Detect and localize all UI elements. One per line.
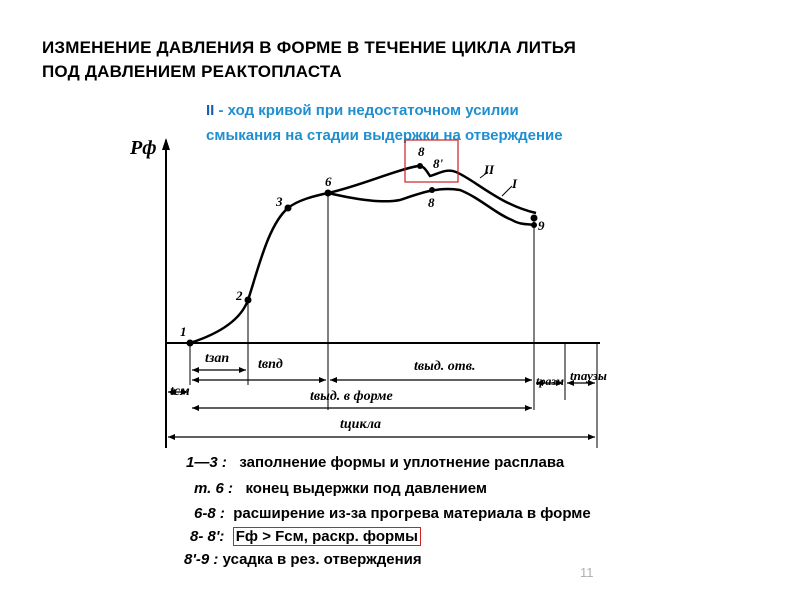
note-line-2: смыкания на стадии выдержки на отверждение [206, 127, 563, 144]
point-2 [245, 297, 252, 304]
legend-item [194, 505, 591, 522]
legend-text: заполнение формы и уплотнение расплава [239, 454, 565, 471]
reference-lines [190, 190, 597, 448]
label-point-8-prime: 8' [433, 156, 444, 171]
interval-labels [170, 351, 607, 432]
y-axis-arrow [162, 138, 170, 150]
label-t-pauzy: tпаузы [570, 368, 607, 383]
y-axis-label: Рф [130, 137, 157, 159]
label-t-vyd-v-forme: tвыд. в форме [310, 389, 393, 404]
legend-text: усадка в рез. отверждения [222, 551, 422, 568]
curve-common [190, 193, 328, 343]
label-point-1: 1 [180, 324, 187, 339]
label-point-9: 9 [538, 218, 545, 233]
legend-key: 1—3 : [186, 454, 227, 471]
legend-text-highlighted: Fф > Fсм, раскр. формы [233, 527, 421, 546]
point-1 [187, 340, 194, 347]
page-number: 11 [580, 565, 594, 580]
legend-item [190, 528, 421, 545]
legend-key: т. 6 : [194, 480, 233, 497]
legend-key: 6-8 : [194, 505, 225, 522]
label-t-razm: tразм [536, 374, 564, 388]
legend-key: 8'-9 : [184, 551, 219, 568]
label-point-6: 6 [325, 174, 332, 189]
curve-label-leader-i [502, 186, 512, 196]
point-8-upper [417, 163, 423, 169]
label-t-vyd-otv: tвыд. отв. [414, 359, 476, 374]
legend-text: расширение из-за прогрева материала в форме [233, 505, 591, 522]
point-9 [531, 215, 538, 222]
label-point-8-lower: 8 [428, 195, 435, 210]
point-8-lower [429, 187, 435, 193]
title-line-2: ПОД ДАВЛЕНИЕМ РЕАКТОПЛАСТА [42, 62, 342, 81]
note-numeral: II [206, 102, 215, 119]
point-3 [285, 205, 292, 212]
title-line-1: ИЗМЕНЕНИЕ ДАВЛЕНИЯ В ФОРМЕ В ТЕЧЕНИЕ ЦИКЛА ЛИТЬЯ [42, 38, 576, 57]
note-line-1: - ход кривой при недостаточном усилии [214, 102, 519, 119]
label-point-2: 2 [236, 288, 243, 303]
label-curve-ii: II [484, 162, 495, 177]
label-t-sm: tсм [170, 384, 190, 399]
label-point-8-upper: 8 [418, 144, 425, 159]
legend-key: 8- 8': [190, 528, 225, 545]
label-curve-i: I [512, 176, 518, 191]
legend-text: конец выдержки под давлением [245, 480, 487, 497]
point-9-lower [531, 222, 537, 228]
curves [190, 166, 536, 343]
label-point-3: 3 [276, 194, 283, 209]
label-t-cikla: tцикла [340, 417, 382, 432]
label-t-vpd: tвпд [258, 357, 283, 372]
point-6 [325, 190, 332, 197]
legend-item [194, 480, 487, 497]
point-labels [180, 144, 545, 339]
label-t-zap: tзап [205, 351, 230, 366]
legend-item [184, 551, 422, 568]
legend-item [186, 454, 564, 471]
